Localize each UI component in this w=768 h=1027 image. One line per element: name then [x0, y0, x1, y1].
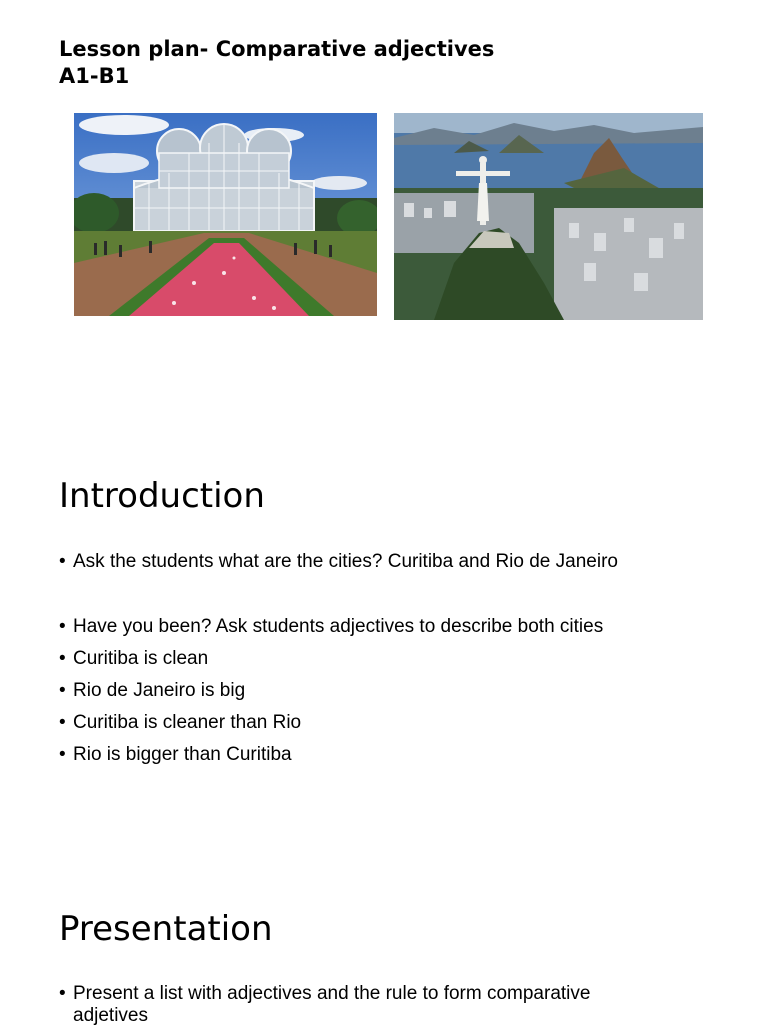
presentation-bullet-list: [59, 983, 659, 1027]
introduction-heading: Introduction: [59, 476, 265, 516]
curitiba-photo: [74, 113, 377, 316]
list-item: • Rio de Janeiro is big: [59, 678, 699, 703]
list-item: • Present a list with adjectives and the rule to form comparative adjetives: [59, 983, 659, 1027]
list-item: • Curitiba is cleaner than Rio: [59, 710, 699, 735]
list-item: • Rio is bigger than Curitiba: [59, 742, 699, 767]
title-line-2: A1-B1: [59, 64, 130, 88]
list-item: • Curitiba is clean: [59, 646, 699, 671]
list-item: • Have you been? Ask students adjectives to describe both cities: [59, 614, 699, 639]
list-item: • Ask the students what are the cities? Curitiba and Rio de Janeiro: [59, 549, 699, 574]
title-line-1: Lesson plan- Comparative adjectives: [59, 37, 495, 61]
document-title: [59, 36, 494, 90]
presentation-heading: Presentation: [59, 909, 273, 949]
rio-de-janeiro-photo: [394, 113, 703, 320]
introduction-first-bullet-list: [59, 549, 699, 574]
introduction-bullet-list: [59, 614, 699, 774]
